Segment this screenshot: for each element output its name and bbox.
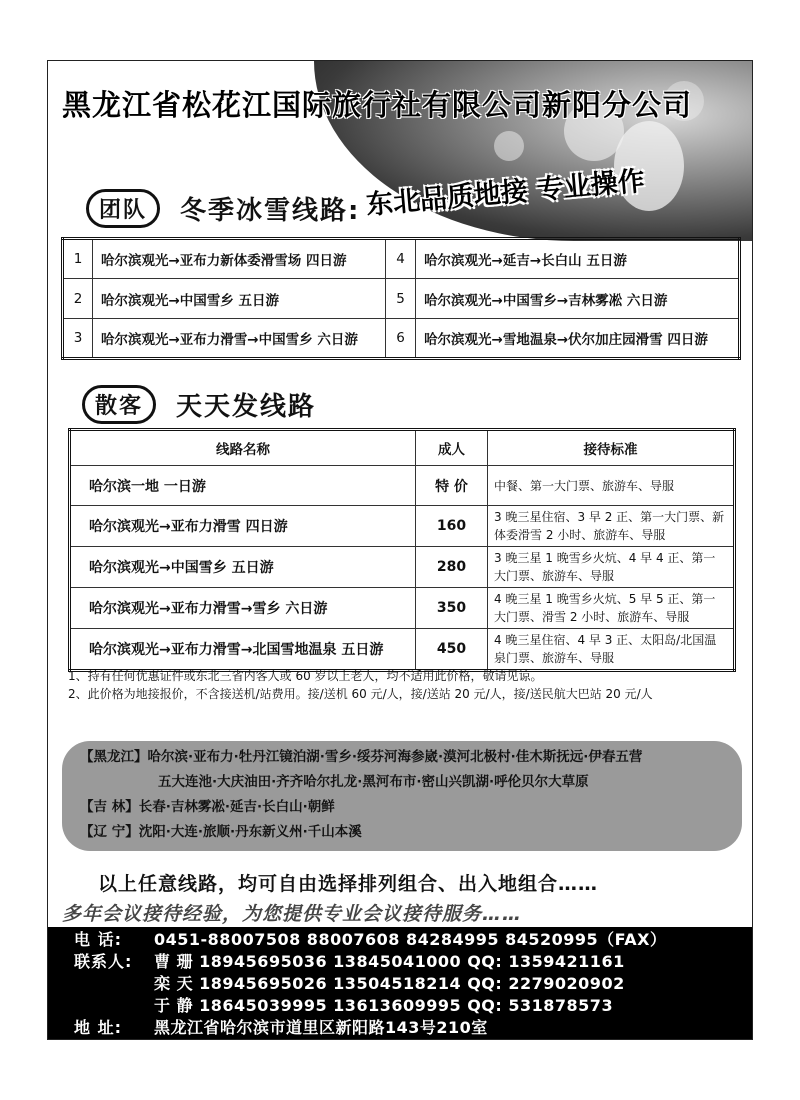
table-row: 哈尔滨观光→中国雪乡 五日游 280 3 晚三星 1 晚雪乡火炕、4 早 4 正、第一大门票、旅游车、导服 [70,547,735,588]
destinations-jilin: 【吉 林】长春·吉林雾凇·延吉·长白山·朝鲜 [80,799,335,815]
contact-person: 于 静 18645039995 13613609995 QQ: 531878573 [154,996,614,1015]
experience-line: 多年会议接待经验，为您提供专业会议接待服务…… [62,903,523,925]
contact-panel [48,927,753,1040]
flyer [47,60,753,1040]
note-2: 2、此价格为地接报价，不含接送机/站费用。接/送机 60 元/人，接/送站 20 元/人，接/送民航大巴站 20 元/人 [68,687,653,701]
destinations-box: 【黑龙江】哈尔滨·亚布力·牡丹江镜泊湖·雪乡·绥芬河海参崴·漠河北极村·佳木斯抚远·伊春五营 五大连池·大庆油田·齐齐哈尔扎龙·黑河布市·密山兴凯湖·呼伦贝尔大草原 【吉 林】长春·吉林雾凇·延吉·长白山·朝鲜 【辽 宁】沈阳·大连·旅顺·丹东新义州·千山本溪 [62,741,742,851]
phone-label: 电 话: [74,930,122,949]
group-route: 哈尔滨观光→中国雪乡 五日游 [93,279,386,319]
contacts-label: 联系人: [74,952,133,971]
company-name: 黑龙江省松花江国际旅行社有限公司新阳分公司 [62,88,693,122]
note-1: 1、持有任何优惠证件或东北三省内客人或 60 岁以上老人，均不适用此价格，敬请见谅。 [68,669,543,683]
table-row: 哈尔滨观光→亚布力滑雪→北国雪地温泉 五日游 450 4 晚三星住宿、4 早 3 正、太阳岛/北国温泉门票、旅游车、导服 [70,629,735,671]
phone-numbers: 0451-88007508 88007608 84284995 84520995（FAX） [154,930,667,949]
col-header-route: 线路名称 [70,430,416,466]
contact-person: 曹 珊 18945695036 13845041000 QQ: 1359421161 [154,952,625,971]
slogan: 东北品质地接 专业操作 [364,165,646,221]
group-route: 哈尔滨观光→亚布力新体委滑雪场 四日游 [93,239,386,279]
address-label: 地 址: [74,1018,122,1037]
tagline: 以上任意线路，均可自由选择排列组合、出入地组合…… [98,873,599,895]
group-route: 哈尔滨观光→中国雪乡→吉林雾凇 六日游 [416,279,740,319]
individual-routes-table [68,428,736,672]
col-header-adult: 成人 [416,430,488,466]
individual-badge: 散客 [82,385,156,424]
table-row: 哈尔滨一地 一日游 特 价 中餐、第一大门票、旅游车、导服 [70,466,735,506]
destinations-heilongjiang: 【黑龙江】哈尔滨·亚布力·牡丹江镜泊湖·雪乡·绥芬河海参崴·漠河北极村·佳木斯抚远·伊春五营 [80,749,643,765]
table-header-row [70,430,735,466]
group-section-heading [86,189,360,228]
group-route: 哈尔滨观光→亚布力滑雪→中国雪乡 六日游 [93,319,386,359]
contact-person: 栾 天 18945695026 13504518214 QQ: 2279020902 [154,974,625,993]
table-row: 哈尔滨观光→亚布力滑雪 四日游 160 3 晚三星住宿、3 早 2 正、第一大门票、新体委滑雪 2 小时、旅游车、导服 [70,506,735,547]
table-row: 3 哈尔滨观光→亚布力滑雪→中国雪乡 六日游 6 哈尔滨观光→雪地温泉→伏尔加庄园滑雪 四日游 [63,319,740,359]
address: 黑龙江省哈尔滨市道里区新阳路143号210室 [154,1018,488,1037]
group-route: 哈尔滨观光→延吉→长白山 五日游 [416,239,740,279]
group-badge: 团队 [86,189,160,228]
table-row: 1 哈尔滨观光→亚布力新体委滑雪场 四日游 4 哈尔滨观光→延吉→长白山 五日游 [63,239,740,279]
destinations-liaoning: 【辽 宁】沈阳·大连·旅顺·丹东新义州·千山本溪 [80,824,362,840]
individual-section-title: 天天发线路 [176,392,317,422]
group-routes-table [61,237,741,360]
group-route: 哈尔滨观光→雪地温泉→伏尔加庄园滑雪 四日游 [416,319,740,359]
group-section-title: 冬季冰雪线路: [180,196,361,226]
table-row: 2 哈尔滨观光→中国雪乡 五日游 5 哈尔滨观光→中国雪乡→吉林雾凇 六日游 [63,279,740,319]
price-notes [68,667,736,703]
table-row: 哈尔滨观光→亚布力滑雪→雪乡 六日游 350 4 晚三星 1 晚雪乡火炕、5 早 5 正、第一大门票、滑雪 2 小时、旅游车、导服 [70,588,735,629]
individual-section-heading [82,385,316,424]
col-header-standard: 接待标准 [488,430,735,466]
